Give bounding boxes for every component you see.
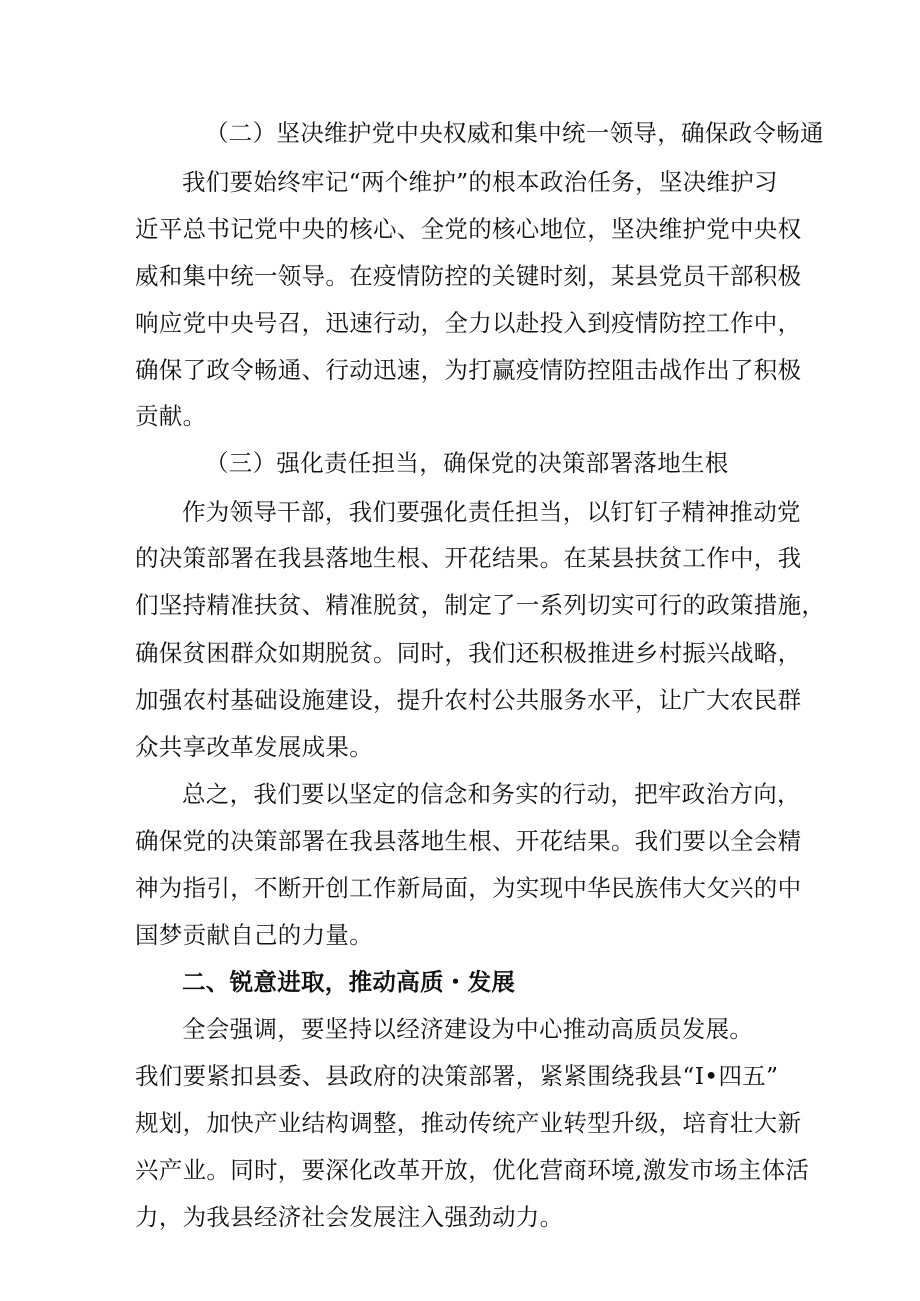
paragraph-line: 确保贫困群众如期脱贫。同时，我们还积极推进乡村振兴战略， (135, 639, 802, 667)
paragraph-line: 神为指引，不断开创工作新局面，为实现中华民族伟大攵兴的中 (135, 874, 802, 902)
paragraph-line: 确保党的决策部署在我县落地生根、开花结果。我们要以全会精 (135, 827, 802, 855)
section-heading-2: （二）坚决维护党中央权威和集中统一领导，确保政令畅通 (205, 119, 824, 147)
paragraph-line: 兴产业。同时，要深化改革开放，优化营商环境,激发市场主体活 (135, 1156, 810, 1184)
paragraph-line: 作为领导干部，我们要强化责任担当，以钉钉子精神推动党 (182, 498, 801, 526)
paragraph-line: 力，为我县经济社会发展注入强劲动力。 (135, 1203, 564, 1231)
paragraph-line: 贡献。 (135, 402, 207, 430)
paragraph-line: 威和集中统一领导。在疫情防控的关键时刻，某县党员干部积极 (135, 262, 802, 290)
paragraph-line: 我们要始终牢记“两个维护”的根本政治任务，坚决维护习 (182, 168, 778, 196)
paragraph-line: 的决策部署在我县落地生根、开花结果。在某县扶贫工作中，我 (135, 544, 802, 572)
paragraph-line: 总之，我们要以坚定的信念和务实的行动，把牢政治方向， (182, 780, 801, 808)
paragraph-line: 规划，加快产业结构调整，推动传统产业转型升级，培育壮大新 (135, 1109, 802, 1137)
paragraph-line: 们坚持精准扶贫、精准脱贫，制定了一系列切实可行的政策措施， (135, 591, 826, 619)
part-heading-2: 二、锐意进取，推动高质・发展 (182, 968, 516, 996)
paragraph-line: 加强农村基础设施建设，提升农村公共服务水平，让广大农民群 (135, 686, 802, 714)
paragraph-line: 全会强调，要坚持以经济建设为中心推动高质员发展。 (182, 1015, 754, 1043)
paragraph-line: 国梦贡献自己的力量。 (135, 921, 373, 949)
paragraph-line: 我们要紧扣县委、县政府的决策部署，紧紧围绕我县“I•四五” (135, 1062, 779, 1090)
paragraph-line: 响应党中央号召，迅速行动，全力以赴投入到疫情防控工作中， (135, 309, 802, 337)
section-heading-3: （三）强化责任担当，确保党的决策部署落地生根 (205, 449, 729, 477)
paragraph-line: 确保了政令畅通、行动迅速，为打赢疫情防控阻击战作出了积极 (135, 356, 802, 384)
paragraph-line: 近平总书记党中央的核心、全党的核心地位，坚决维护党中央权 (135, 215, 802, 243)
paragraph-line: 众共享改革发展成果。 (135, 733, 373, 761)
